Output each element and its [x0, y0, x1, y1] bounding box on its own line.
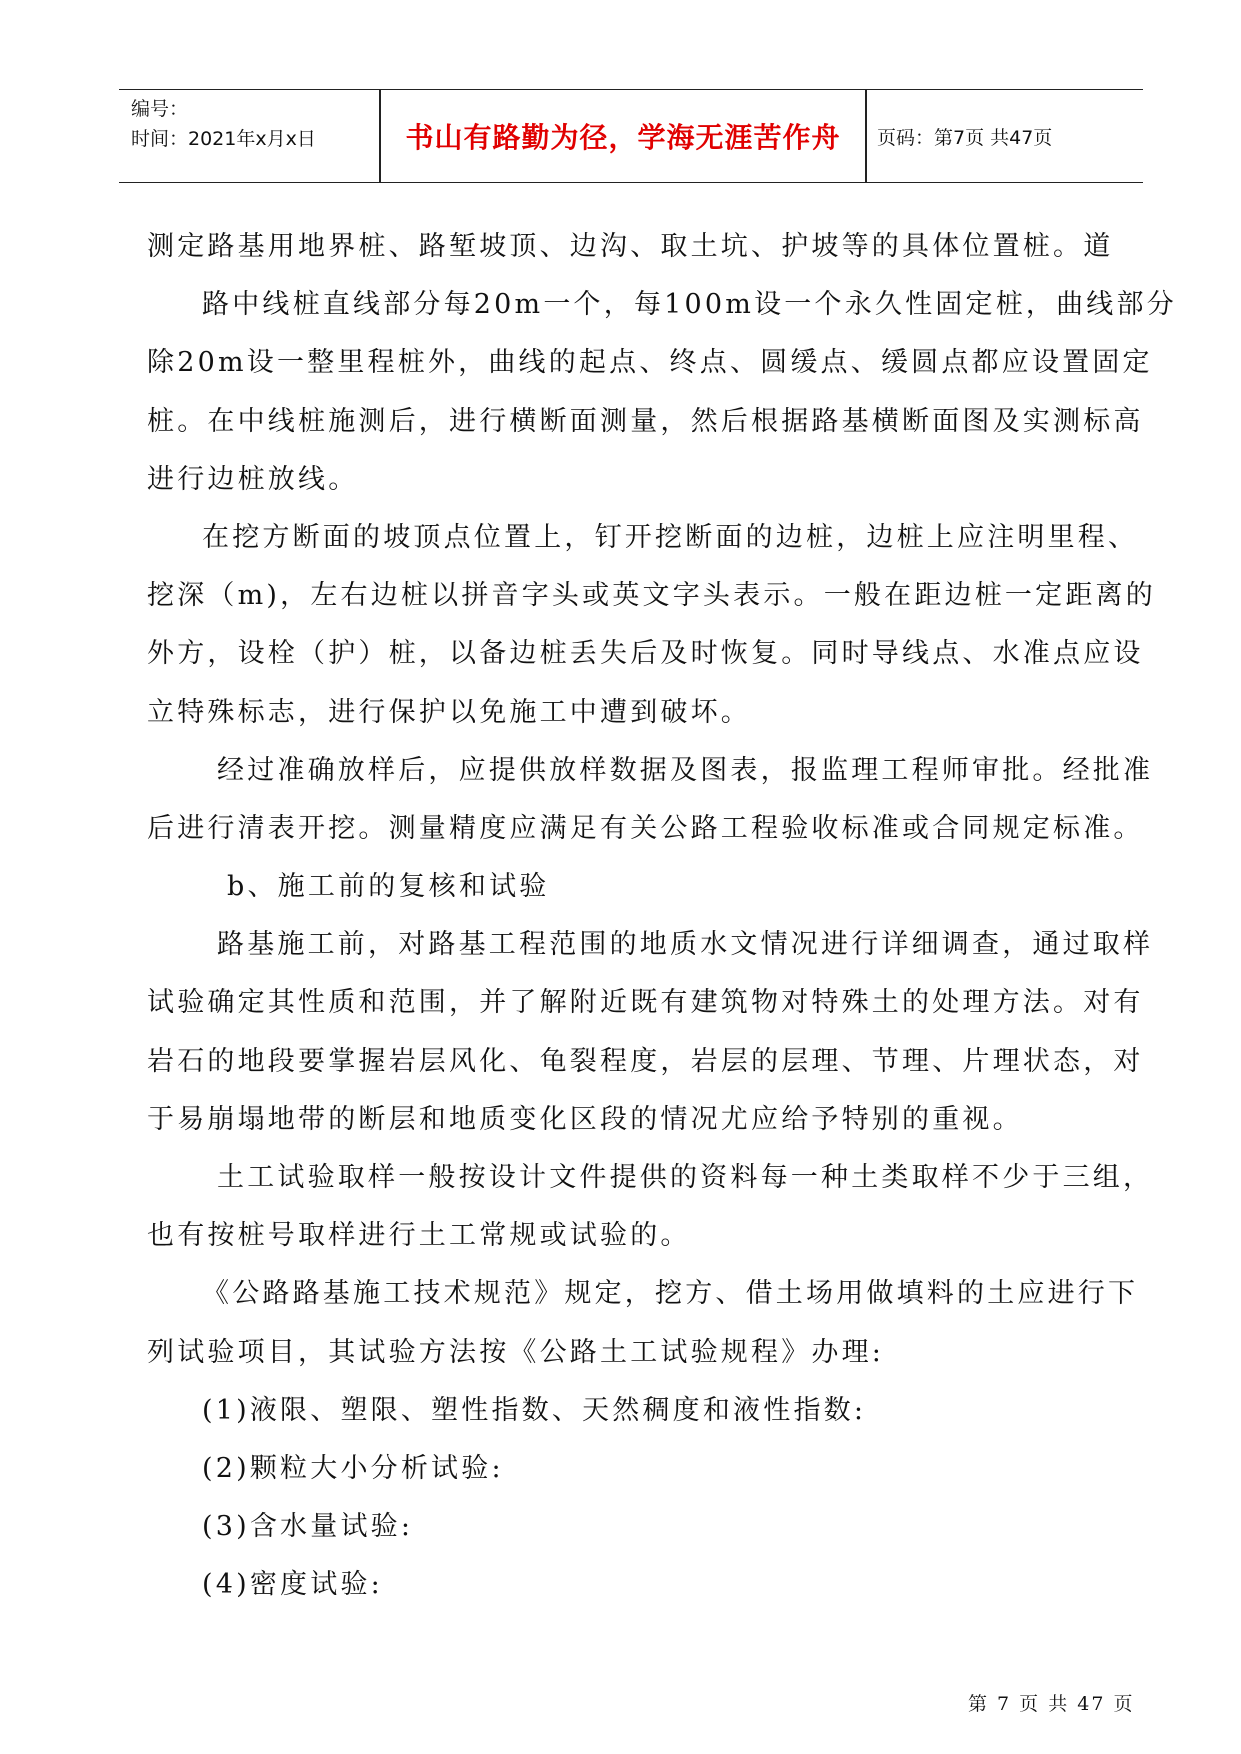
- list-item: (1)液限、塑限、塑性指数、天然稠度和液性指数:: [202, 1394, 867, 1426]
- text-line: 进行边桩放线。: [147, 463, 359, 495]
- text-line: 路基施工前，对路基工程范围的地质水文情况进行详细调查，通过取样: [217, 929, 1154, 961]
- text-line: 立特殊标志，进行保护以免施工中遭到破坏。: [147, 696, 751, 728]
- text-line: 测定路基用地界桩、路堑坡顶、边沟、取土坑、护坡等的具体位置桩。道: [147, 231, 1114, 262]
- text-line: 岩石的地段要掌握岩层风化、龟裂程度，岩层的层理、节理、片理状态，对: [147, 1045, 1144, 1077]
- text-line: 后进行清表开挖。测量精度应满足有关公路工程验收标准或合同规定标准。: [147, 812, 1144, 844]
- header-table: [119, 89, 1143, 183]
- text-line: 挖深（m)，左右边桩以拼音字头或英文字头表示。一般在距边桩一定距离的: [147, 580, 1156, 612]
- text-line: 经过准确放样后，应提供放样数据及图表，报监理工程师审批。经批准: [217, 754, 1154, 786]
- text-line: 路中线桩直线部分每20m一个，每100m设一个永久性固定桩，曲线部分: [202, 289, 1177, 321]
- document-time-label: 时间：2021年x月x日: [131, 128, 316, 150]
- header-left-cell: [131, 94, 381, 178]
- text-line: 试验确定其性质和范围，并了解附近既有建筑物对特殊土的处理方法。对有: [147, 987, 1144, 1019]
- document-number-label: 编号：: [131, 98, 189, 120]
- text-line: 列试验项目，其试验方法按《公路土工试验规程》办理:: [147, 1336, 885, 1368]
- header-motto: 书山有路勤为径，学海无涯苦作舟: [405, 121, 841, 154]
- header-page-info: 页码：第7页 共47页: [877, 126, 1053, 149]
- text-line: 除20m设一整里程桩外，曲线的起点、终点、圆缓点、缓圆点都应设置固定: [147, 347, 1153, 379]
- text-line: 《公路路基施工技术规范》规定，挖方、借土场用做填料的土应进行下: [202, 1278, 1139, 1310]
- list-item: (2)颗粒大小分析试验:: [202, 1452, 504, 1484]
- text-line: 在挖方断面的坡顶点位置上，钉开挖断面的边桩，边桩上应注明里程、: [202, 521, 1139, 553]
- section-heading: b、施工前的复核和试验: [227, 871, 550, 903]
- header-divider: [865, 90, 867, 182]
- text-line: 土工试验取样一般按设计文件提供的资料每一种土类取样不少于三组，: [217, 1162, 1154, 1193]
- text-line: 桩。在中线桩施测后，进行横断面测量，然后根据路基横断面图及实测标高: [147, 405, 1144, 437]
- body-text: [147, 218, 1177, 1615]
- list-item: (3)含水量试验:: [202, 1511, 414, 1543]
- text-line: 外方，设栓（护）桩，以备边桩丢失后及时恢复。同时导线点、水准点应设: [147, 638, 1144, 670]
- page-footer: 第 7 页 共 47 页: [968, 1693, 1135, 1715]
- text-line: 也有按桩号取样进行土工常规或试验的。: [147, 1220, 691, 1252]
- list-item: (4)密度试验:: [202, 1569, 383, 1601]
- text-line: 于易崩塌地带的断层和地质变化区段的情况尤应给予特别的重视。: [147, 1103, 1023, 1135]
